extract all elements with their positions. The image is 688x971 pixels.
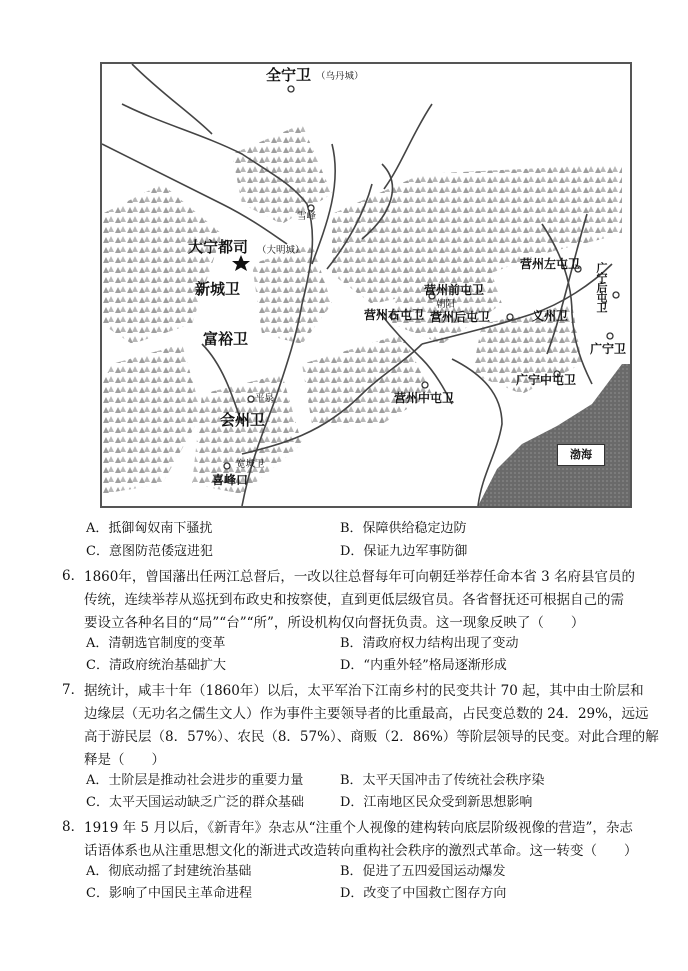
label-daning: 大宁都司 xyxy=(188,238,249,256)
q6-option-c[interactable]: C．清政府统治基础扩大 xyxy=(86,658,226,673)
map-drawing xyxy=(102,64,630,506)
q6-option-b[interactable]: B．清政府权力结构出现了变动 xyxy=(340,636,519,651)
label-yizhou: 义州卫 xyxy=(532,309,569,323)
q7-stem-line-1: 据统计，咸丰十年（1860年）以后，太平军治下江南乡村的民变共计 70 起，其中由士阶层和 xyxy=(84,683,644,699)
label-xincheng: 新城卫 xyxy=(195,280,241,298)
q8-option-b[interactable]: B．促进了五四爱国运动爆发 xyxy=(340,864,506,879)
q6-option-a[interactable]: A．清朝选官制度的变革 xyxy=(86,636,226,651)
label-fuyu: 富裕卫 xyxy=(203,330,249,348)
q8-option-c[interactable]: C．影响了中国民主革命进程 xyxy=(86,886,252,901)
label-huizhou: 会州卫 xyxy=(220,411,266,429)
q8-option-d[interactable]: D．改变了中国救亡图存方向 xyxy=(340,886,507,901)
label-bohai: 渤海 xyxy=(557,444,605,466)
q6-stem-line-3: 要设立各种名目的“局”“台”“所”，所设机构仅向督抚负责。这一现象反映了（ ） xyxy=(84,615,585,631)
q6-stem-line-1: 1860年，曾国藩出任两江总督后，一改以往总督每年可向朝廷举荐任命本省 3 名府县官员的 xyxy=(84,569,636,585)
label-chaoyang: 朝阳 xyxy=(436,299,456,310)
label-xifengkou: 喜峰口 xyxy=(212,473,249,487)
label-guangning: 广宁卫 xyxy=(590,342,627,356)
q7-option-a[interactable]: A．士阶层是推动社会进步的重要力量 xyxy=(86,773,304,788)
label-guangning-hou: 广宁后屯卫 xyxy=(595,262,608,312)
q7-option-c[interactable]: C．太平天国运动缺乏广泛的群众基础 xyxy=(86,795,304,810)
q6-option-d[interactable]: D．“内重外轻”格局逐渐形成 xyxy=(340,658,507,673)
q8-stem-line-1: 1919 年 5 月以后，《新青年》杂志从“注重个人视像的建构转向底层阶级视像的营造”，杂志 xyxy=(84,820,633,836)
label-yingzhou-hou: 营州后屯卫 xyxy=(430,310,491,324)
q7-stem-line-4: 释是（ ） xyxy=(84,752,165,768)
label-kuancheng: 宽城卫 xyxy=(236,459,265,470)
q7-option-d[interactable]: D．江南地区民众受到新思想影响 xyxy=(340,795,533,810)
q5-option-a[interactable]: A．抵御匈奴南下骚扰 xyxy=(86,521,213,536)
historical-map xyxy=(100,62,632,508)
q8-stem-line-2: 话语体系也从注重思想文化的渐进式改造转向重构社会秩序的激烈式革命。这一转变（ ） xyxy=(84,843,638,859)
q7-stem-line-2: 边缘层（无功名之儒生文人）作为事件主要领导者的比重最高，占民变总数的 24．29%，远远 xyxy=(84,706,649,722)
label-pingquan: 平泉 xyxy=(255,393,275,404)
q7-option-b[interactable]: B．太平天国冲击了传统社会秩序染 xyxy=(340,773,545,788)
label-yingzhou-you: 营州右屯卫 xyxy=(364,308,425,322)
daning-star-icon xyxy=(232,255,250,271)
q8-option-a[interactable]: A．彻底动摇了封建统治基础 xyxy=(86,864,252,879)
label-yingzhou-qian: 营州前屯卫 xyxy=(424,283,485,297)
q8-number: 8． xyxy=(62,819,85,835)
q6-stem-line-2: 传统，连续举荐从巡抚到布政史和按察使，直到更低层级官员。各省督抚还可根据自己的需 xyxy=(84,592,624,608)
q5-option-b[interactable]: B．保障供给稳定边防 xyxy=(340,521,467,536)
label-guangning-zhong: 广宁中屯卫 xyxy=(516,373,577,387)
label-yingzhou-zhong: 营州中屯卫 xyxy=(394,391,455,405)
q5-option-c[interactable]: C．意图防范倭寇进犯 xyxy=(86,544,213,559)
label-quanning: 全宁卫 xyxy=(266,66,312,84)
q5-option-d[interactable]: D．保证九边军事防御 xyxy=(340,544,468,559)
label-xuefeng: 雪峰 xyxy=(297,211,317,222)
q7-number: 7． xyxy=(62,682,85,698)
label-wudancheng: （乌丹城） xyxy=(316,71,364,82)
label-yingzhou-zuo: 营州左屯卫 xyxy=(520,257,581,271)
q6-number: 6． xyxy=(62,568,85,584)
q7-stem-line-3: 高于游民层（8．57%）、农民（8．57%）、商贩（2．86%）等阶层领导的民变。对此合理的解 xyxy=(84,729,659,745)
label-damingcheng: （大明城） xyxy=(257,245,305,256)
